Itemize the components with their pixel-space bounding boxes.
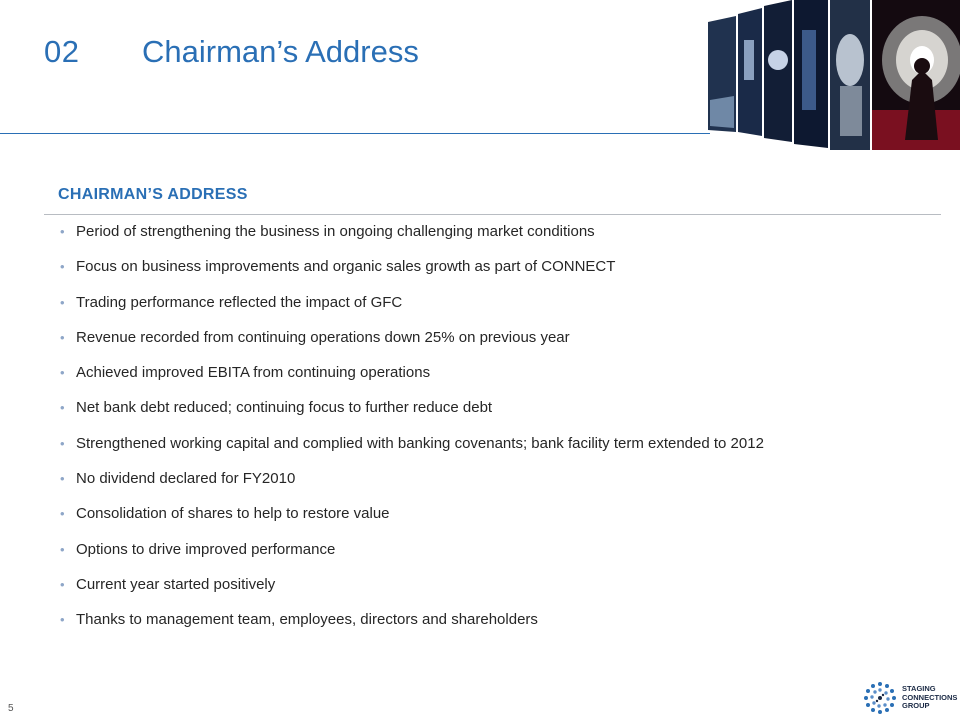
bullet-item — [60, 293, 950, 328]
bullet-item — [60, 363, 950, 398]
bullet-text: Net bank debt reduced; continuing focus to further reduce debt — [76, 399, 493, 417]
logo-line: GROUP — [902, 701, 930, 710]
header-divider — [0, 133, 710, 134]
logo-line: STAGING — [902, 684, 936, 693]
slide-header — [0, 0, 960, 150]
header-photo-collage — [700, 0, 960, 150]
bullet-item — [60, 398, 950, 433]
bullet-icon: • — [60, 576, 65, 592]
bullet-icon: • — [60, 294, 65, 310]
bullet-text: Revenue recorded from continuing operations down 25% on previous year — [76, 328, 570, 346]
bullet-item — [60, 434, 950, 469]
bullet-item — [60, 257, 950, 292]
bullet-item — [60, 469, 950, 504]
bullet-text: Thanks to management team, employees, directors and shareholders — [76, 611, 538, 629]
bullet-icon: • — [60, 471, 65, 487]
bullet-item — [60, 328, 950, 363]
bullet-text: No dividend declared for FY2010 — [76, 470, 296, 488]
bullet-text: Consolidation of shares to help to restore value — [76, 505, 390, 523]
bullet-icon: • — [60, 506, 65, 522]
section-heading: CHAIRMAN’S ADDRESS — [58, 186, 248, 203]
logo-line: CONNECTIONS — [902, 692, 958, 702]
bullet-item — [60, 222, 950, 257]
bullet-item — [60, 610, 950, 645]
bullet-text: Strengthened working capital and complied with banking covenants; bank facility term extended to 2012 — [76, 434, 764, 452]
bullet-icon: • — [60, 541, 65, 557]
bullet-text: Trading performance reflected the impact of GFC — [76, 293, 403, 311]
page-number: 5 — [8, 703, 14, 714]
bullet-text: Current year started positively — [76, 575, 276, 593]
slide-title: Chairman’s Address — [142, 34, 419, 69]
bullet-icon: • — [60, 365, 65, 381]
slide-number: 02 — [44, 34, 80, 69]
bullet-icon: • — [60, 612, 65, 628]
bullet-item — [60, 540, 950, 575]
bullet-text: Achieved improved EBITA from continuing operations — [76, 364, 431, 382]
bullet-item — [60, 504, 950, 539]
bullet-text: Options to drive improved performance — [76, 540, 336, 558]
bullet-icon: • — [60, 435, 65, 451]
logo-wordmark — [902, 685, 958, 711]
company-logo — [862, 680, 958, 718]
bullet-icon: • — [60, 400, 65, 416]
section-divider — [44, 214, 941, 215]
bullet-list — [60, 222, 950, 646]
logo-dots-icon — [862, 680, 898, 716]
bullet-item — [60, 575, 950, 610]
bullet-icon: • — [60, 224, 65, 239]
bullet-text: Focus on business improvements and organic sales growth as part of CONNECT — [76, 258, 616, 276]
bullet-text: Period of strengthening the business in ongoing challenging market conditions — [76, 223, 595, 240]
bullet-icon: • — [60, 329, 65, 345]
bullet-icon: • — [60, 259, 65, 275]
